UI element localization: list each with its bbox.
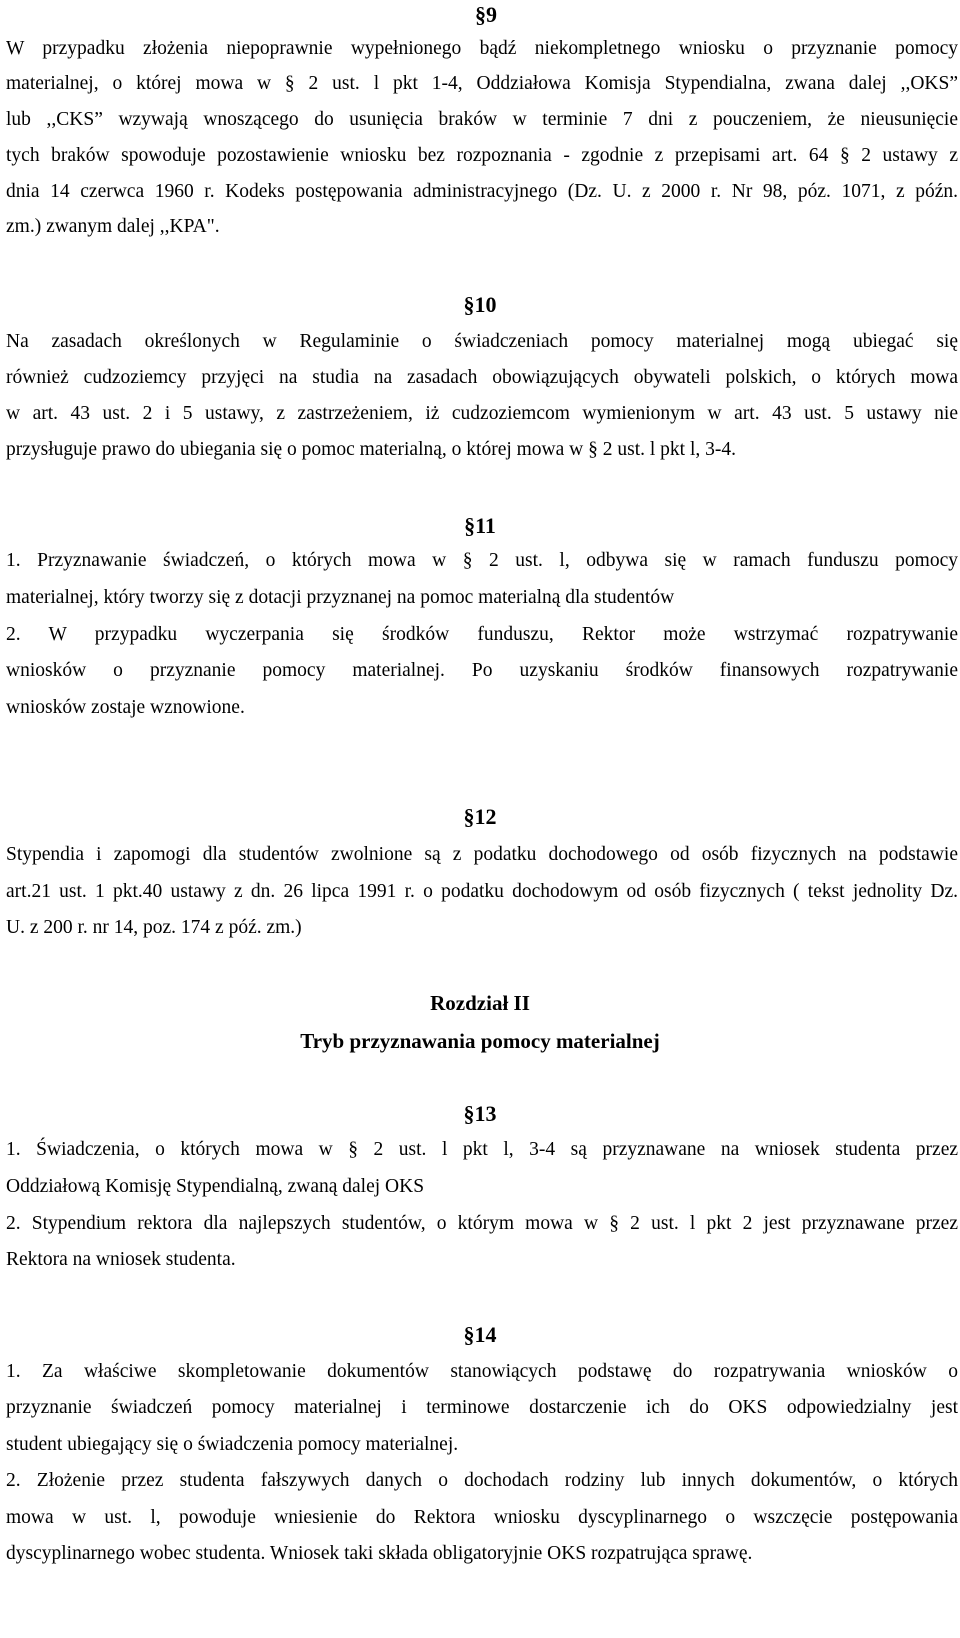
- section-heading-10: §10: [463, 292, 497, 317]
- paragraph-line: 2. Złożenie przez studenta fałszywych danych o dochodach rodziny lub innych dokumentów, o których: [6, 1470, 958, 1491]
- paragraph-line: 2. Stypendium rektora dla najlepszych studentów, o którym mowa w § 2 ust. l pkt 2 jest przyznawane przez: [6, 1213, 958, 1234]
- paragraph-line: tych braków spowoduje pozostawienie wniosku bez rozpoznania - zgodnie z przepisami art. 64 § 2 ustawy z: [6, 145, 958, 166]
- section-heading-14: §14: [463, 1322, 497, 1347]
- section-heading-13: §13: [463, 1101, 497, 1126]
- paragraph-line: wniosków zostaje wznowione.: [6, 697, 245, 718]
- paragraph-line: W przypadku złożenia niepoprawnie wypełnionego bądź niekompletnego wniosku o przyznanie pomocy: [6, 38, 958, 59]
- paragraph-line: student ubiegający się o świadczenia pomocy materialnej.: [6, 1434, 459, 1455]
- paragraph-line: U. z 200 r. nr 14, poz. 174 z póź. zm.): [6, 917, 302, 938]
- paragraph-line: Na zasadach określonych w Regulaminie o świadczeniach pomocy materialnej mogą ubiegać się: [6, 331, 958, 352]
- paragraph-line: lub ,,CKS” wzywają wnoszącego do usunięcia braków w terminie 7 dni z pouczeniem, że nieusunięcie: [6, 109, 958, 130]
- paragraph-line: przysługuje prawo do ubiegania się o pomoc materialną, o której mowa w § 2 ust. l pkt l, 3-4.: [6, 439, 737, 460]
- paragraph-line: 1. Przyznawanie świadczeń, o których mowa w § 2 ust. l, odbywa się w ramach funduszu pomocy: [6, 550, 958, 571]
- chapter-heading: Rozdział II: [430, 991, 530, 1015]
- paragraph-line: materialnej, który tworzy się z dotacji przyznanej na pomoc materialną dla studentów: [6, 587, 675, 608]
- paragraph-line: mowa w ust. l, powoduje wniesienie do Rektora wniosku dyscyplinarnego o wszczęcie postępowania: [6, 1507, 958, 1528]
- paragraph-line: 1. Świadczenia, o których mowa w § 2 ust. l pkt l, 3-4 są przyznawane na wniosek studenta przez: [6, 1139, 958, 1160]
- paragraph-line: również cudzoziemcy przyjęci na studia na zasadach obowiązujących obywateli polskich, o których mowa: [6, 367, 958, 388]
- paragraph-line: w art. 43 ust. 2 i 5 ustawy, z zastrzeżeniem, iż cudzoziemcom wymienionym w art. 43 ust. 5 ustawy nie: [6, 403, 958, 424]
- paragraph-line: wniosków o przyznanie pomocy materialnej. Po uzyskaniu środków finansowych rozpatrywanie: [6, 660, 958, 681]
- paragraph-line: Rektora na wniosek studenta.: [6, 1249, 236, 1270]
- paragraph-line: dnia 14 czerwca 1960 r. Kodeks postępowania administracyjnego (Dz. U. z 2000 r. Nr 98, póz. 1071, z późn.: [6, 181, 958, 202]
- paragraph-line: Oddziałową Komisję Stypendialną, zwaną dalej OKS: [6, 1176, 425, 1197]
- paragraph-line: przyznanie świadczeń pomocy materialnej i terminowe dostarczenie ich do OKS odpowiedzialny jest: [6, 1397, 958, 1418]
- paragraph-line: 1. Za właściwe skompletowanie dokumentów stanowiących podstawę do rozpatrywania wniosków o: [6, 1361, 958, 1382]
- section-heading-11: §11: [464, 513, 496, 538]
- paragraph-line: 2. W przypadku wyczerpania się środków funduszu, Rektor może wstrzymać rozpatrywanie: [6, 624, 958, 645]
- chapter-title: Tryb przyznawania pomocy materialnej: [300, 1029, 660, 1053]
- section-heading-9: §9: [475, 2, 497, 27]
- section-heading-12: §12: [463, 804, 497, 829]
- paragraph-line: zm.) zwanym dalej ,,KPA".: [6, 216, 220, 237]
- paragraph-line: art.21 ust. 1 pkt.40 ustawy z dn. 26 lipca 1991 r. o podatku dochodowym od osób fizycznych ( tekst jednolity Dz.: [6, 881, 958, 902]
- paragraph-line: Stypendia i zapomogi dla studentów zwolnione są z podatku dochodowego od osób fizycznych na podstawie: [6, 844, 958, 865]
- paragraph-line: materialnej, o której mowa w § 2 ust. l pkt 1-4, Oddziałowa Komisja Stypendialna, zwana dalej ,,OKS”: [6, 73, 958, 94]
- paragraph-line: dyscyplinarnego wobec studenta. Wniosek taki składa obligatoryjnie OKS rozpatrująca sprawę.: [6, 1543, 753, 1564]
